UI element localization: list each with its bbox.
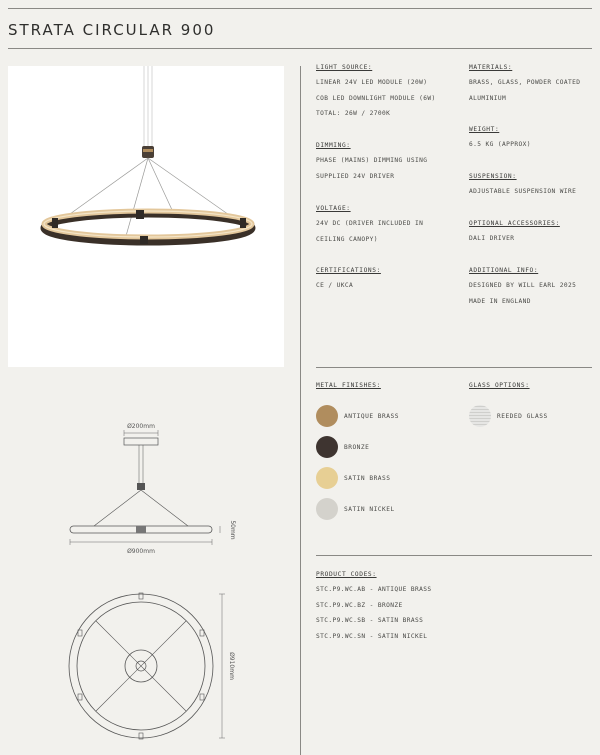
finish-swatch-bronze[interactable] xyxy=(316,436,338,458)
width-dimension: Ø900mm xyxy=(127,548,155,555)
page-title: STRATA CIRCULAR 900 xyxy=(8,21,216,39)
section-rule xyxy=(316,367,592,368)
spec-line: ALUMINIUM xyxy=(469,94,507,102)
finish-label: BRONZE xyxy=(344,444,370,451)
spec-line: LINEAR 24V LED MODULE (20W) xyxy=(316,79,428,86)
height-dimension: 50mm xyxy=(229,520,236,540)
spec-line: DESIGNED BY WILL EARL 2025 xyxy=(469,282,577,289)
spec-line: BRASS, GLASS, POWDER COATED xyxy=(469,79,581,86)
spec-line: MADE IN ENGLAND xyxy=(469,297,531,305)
spec-line: CEILING CANOPY) xyxy=(316,235,378,243)
dimming-label: DIMMING: xyxy=(316,142,351,149)
spec-dimming xyxy=(316,142,427,184)
finish-swatch-satin-brass[interactable] xyxy=(316,467,338,489)
light-source-label: LIGHT SOURCE: xyxy=(316,64,373,71)
header-rule xyxy=(8,48,592,49)
spec-weight xyxy=(469,126,531,153)
product-code: STC.P9.WC.SB - SATIN BRASS xyxy=(316,617,424,625)
product-code: STC.P9.WC.BZ - BRONZE xyxy=(316,601,403,609)
finish-label: SATIN NICKEL xyxy=(344,506,395,513)
spec-line: 24V DC (DRIVER INCLUDED IN xyxy=(316,220,424,227)
spec-line: PHASE (MAINS) DIMMING USING xyxy=(316,157,428,164)
additional-info-label: ADDITIONAL INFO: xyxy=(469,267,539,274)
spec-materials xyxy=(469,64,580,106)
optional-accessories-label: OPTIONAL ACCESSORIES: xyxy=(469,220,560,227)
column-divider xyxy=(300,66,301,755)
voltage-label: VOLTAGE: xyxy=(316,205,351,212)
spec-certifications xyxy=(316,267,381,294)
glass-label: REEDED GLASS xyxy=(497,413,548,420)
plan-dimension: Ø910mm xyxy=(228,652,235,680)
product-codes xyxy=(316,571,432,644)
spec-line: ADJUSTABLE SUSPENSION WIRE xyxy=(469,188,577,195)
finish-swatch-satin-nickel[interactable] xyxy=(316,498,338,520)
technical-drawing xyxy=(8,390,284,755)
spec-line: CE / UKCA xyxy=(316,282,354,289)
top-rule xyxy=(8,8,592,9)
spec-line: SUPPLIED 24V DRIVER xyxy=(316,172,395,180)
finish-swatch-antique-brass[interactable] xyxy=(316,405,338,427)
finish-label: ANTIQUE BRASS xyxy=(344,413,399,420)
section-rule xyxy=(316,555,592,556)
spec-line: DALI DRIVER xyxy=(469,235,515,242)
certifications-label: CERTIFICATIONS: xyxy=(316,267,381,274)
product-code: STC.P9.WC.SN - SATIN NICKEL xyxy=(316,632,428,640)
spec-line: COB LED DOWNLIGHT MODULE (6W) xyxy=(316,94,436,102)
metal-finishes-label: METAL FINISHES: xyxy=(316,382,381,389)
weight-label: WEIGHT: xyxy=(469,126,500,133)
suspension-label: SUSPENSION: xyxy=(469,173,517,180)
product-codes-label: PRODUCT CODES: xyxy=(316,571,377,578)
glass-swatch-reeded[interactable] xyxy=(469,405,491,427)
materials-label: MATERIALS: xyxy=(469,64,513,71)
product-photo xyxy=(8,66,284,367)
spec-additional-info xyxy=(469,267,576,309)
spec-voltage xyxy=(316,205,423,247)
pendant-illustration xyxy=(8,66,284,367)
canopy-dimension: Ø200mm xyxy=(127,423,155,430)
glass-options-label: GLASS OPTIONS: xyxy=(469,382,530,389)
spec-light-source xyxy=(316,64,436,122)
finish-label: SATIN BRASS xyxy=(344,475,391,482)
spec-line: TOTAL: 26W / 2700K xyxy=(316,110,391,118)
spec-line: 6.5 KG (APPROX) xyxy=(469,141,531,148)
product-code: STC.P9.WC.AB - ANTIQUE BRASS xyxy=(316,586,432,593)
spec-optional-accessories xyxy=(469,220,560,247)
spec-suspension xyxy=(469,173,576,200)
